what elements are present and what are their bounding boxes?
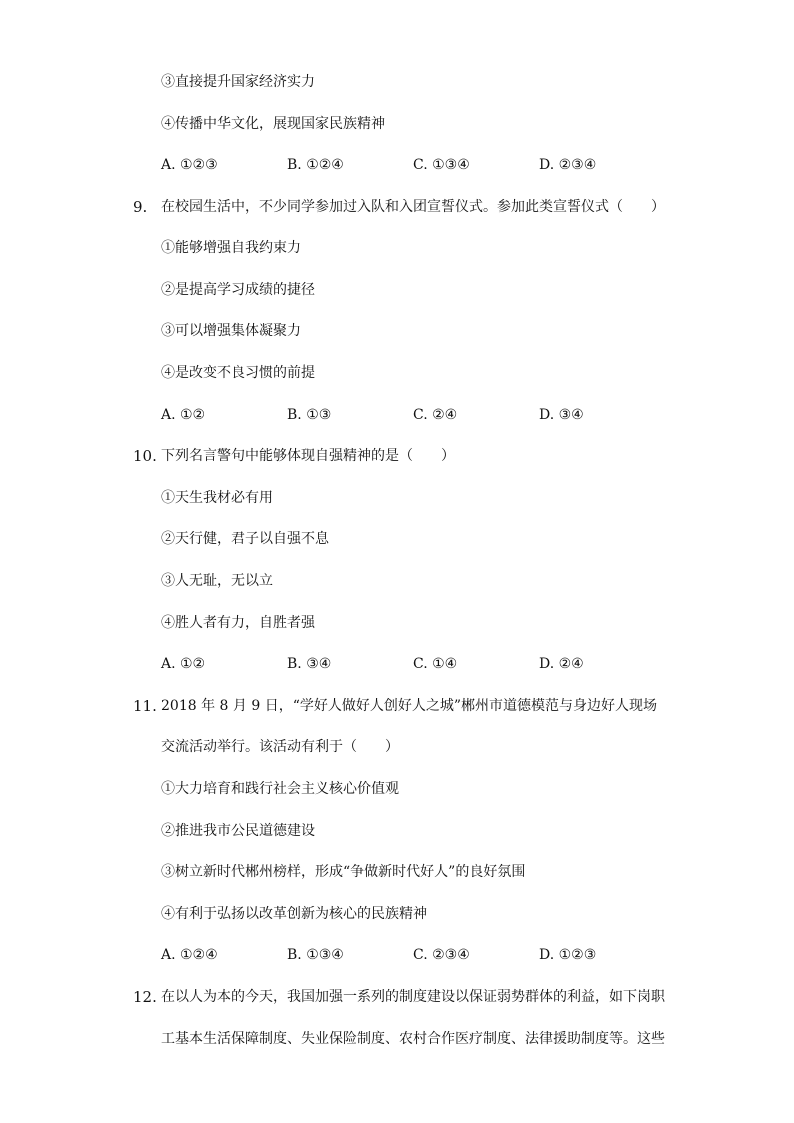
q11-option-b: B. ①③④ [287,947,344,963]
q11-item-2: ②推进我市公民道德建设 [161,823,315,839]
q9-item-3: ③可以增强集体凝聚力 [161,323,301,339]
q10-item-2: ②天行健，君子以自强不息 [161,531,329,547]
q11-item-3: ③树立新时代郴州榜样，形成“争做新时代好人”的良好氛围 [161,864,526,880]
q8-item-4: ④传播中华文化，展现国家民族精神 [161,116,385,132]
q10-item-4: ④胜人者有力，自胜者强 [161,615,315,631]
q11-number: 11. [133,697,157,715]
q11-item-4: ④有利于弘扬以改革创新为核心的民族精神 [161,906,427,922]
q11-option-c: C. ②③④ [413,947,470,963]
q12-stem-line-2: 工基本生活保障制度、失业保险制度、农村合作医疗制度、法律援助制度等。这些 [161,1031,665,1047]
q10-option-a: A. ①② [161,656,206,672]
q8-option-d: D. ②③④ [539,157,597,173]
q10-item-1: ①天生我材必有用 [161,490,273,506]
q9-option-b: B. ①③ [287,407,332,423]
q11-stem-line-2: 交流活动举行。该活动有利于（ ） [161,739,399,755]
q11-option-a: A. ①②④ [161,947,218,963]
q10-option-c: C. ①④ [413,656,458,672]
q9-option-d: D. ③④ [539,407,584,423]
q11-stem-line-1: 2018 年 8 月 9 日，“学好人做好人创好人之城”郴州市道德模范与身边好人现场 [161,698,658,714]
q11-item-1: ①大力培育和践行社会主义核心价值观 [161,781,399,797]
q8-option-c: C. ①③④ [413,157,470,173]
q11-option-d: D. ①②③ [539,947,597,963]
q8-item-3: ③直接提升国家经济实力 [161,74,315,90]
q9-item-2: ②是提高学习成绩的捷径 [161,282,315,298]
q12-stem-line-1: 在以人为本的今天，我国加强一系列的制度建设以保证弱势群体的利益，如下岗职 [161,989,665,1005]
q10-stem: 下列名言警句中能够体现自强精神的是（ ） [161,448,455,464]
q9-option-a: A. ①② [161,407,206,423]
q9-option-c: C. ②④ [413,407,458,423]
q8-option-a: A. ①②③ [161,157,218,173]
q10-item-3: ③人无耻，无以立 [161,573,273,589]
q10-option-d: D. ②④ [539,656,584,672]
q9-stem: 在校园生活中，不少同学参加过入队和入团宣誓仪式。参加此类宣誓仪式（ ） [161,199,665,215]
q9-item-4: ④是改变不良习惯的前提 [161,365,315,381]
q9-number: 9. [133,198,148,216]
q10-option-b: B. ③④ [287,656,332,672]
q9-item-1: ①能够增强自我约束力 [161,240,301,256]
q10-number: 10. [133,447,157,465]
q12-number: 12. [133,988,157,1006]
q8-option-b: B. ①②④ [287,157,344,173]
